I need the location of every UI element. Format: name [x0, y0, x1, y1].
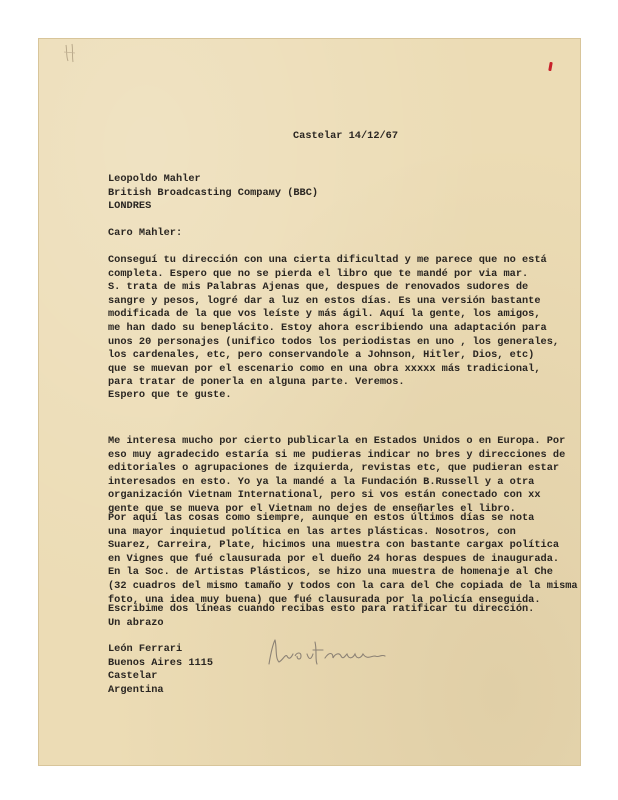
letter-page: [38, 38, 581, 766]
address-line: LONDRES: [108, 200, 152, 213]
text-line: sangre y pesos, logré dar a luz en estos días. Es una versión bastante: [108, 294, 541, 307]
text-line: me han dado su beneplácito. Estoy ahora escribiendo una adaptación para: [108, 321, 547, 334]
text-line: Por aquí las cosas como siempre, aunque en estos últimos días se nota: [108, 512, 535, 524]
sender-address-line: Buenos Aires 1115: [108, 656, 214, 669]
text-line: modificada de la que vos leíste y más ágil. Aquí la gente, los amigos,: [108, 308, 541, 321]
text-line: Espero que te guste.: [108, 389, 232, 401]
text-line: eso muy agradecido estaría si me pudieras indicar no bres y direcciones de: [108, 448, 566, 461]
text-line: los cardenales, etc, pero conservandole a Johnson, Hitler, Dios, etc): [108, 349, 535, 362]
text-line: Conseguí tu dirección con una cierta dificultad y me parece que no está: [108, 254, 547, 266]
text-line: una mayor inquietud política en las artes plásticas. Nosotros, con: [108, 525, 516, 538]
address-line: British Broadcasting Compaмy (BBC): [108, 186, 319, 199]
letter-date: Castelar 14/12/67: [293, 130, 399, 142]
recipient-address: [108, 173, 318, 214]
text-line: para tratar de ponerla en alguna parte. Veremos.: [108, 376, 405, 389]
text-line: interesados en esto. Yo ya la mandé a la Fundación B.Russell y a otra: [108, 475, 535, 488]
text-line: Suarez, Carreira, Plate, hicimos una muestra con bastante cargax política: [108, 539, 560, 552]
address-line: Leopoldo Mahler: [108, 173, 201, 185]
sender-name: León Ferrari: [108, 643, 183, 655]
paragraph-5: [108, 603, 534, 630]
text-line: S. trata de mis Palabras Ajenas que, despues de renovados sudores de: [108, 281, 529, 294]
text-line: Escribime dos líneas cuando recibas esto para ratificar tu dirección.: [108, 603, 535, 615]
text-line: completa. Espero que no se pierda el libro que te mandé por via mar.: [108, 267, 529, 280]
text-line: En la Soc. de Artistas Plásticos, se hizo una muestra de homenaje al Che: [108, 566, 553, 579]
sender-address-line: Castelar: [108, 670, 158, 683]
paragraph-4: [108, 512, 578, 607]
paragraph-2: [108, 389, 232, 403]
text-line: gente que se mueva por el Vietnam no dejes de enseñarles el libro.: [108, 502, 516, 515]
sender-address-line: Argentina: [108, 683, 164, 696]
text-line: unos 20 personajes (unifico todos los periodistas en uno , los generales,: [108, 335, 560, 348]
text-line: (32 cuadros del mismo tamaño y todos con la cara del Che copiada de la misma: [108, 579, 578, 592]
text-line: Un abrazo: [108, 616, 164, 629]
sender-block: [108, 643, 213, 697]
text-line: organización Vietnam International, pero si vos están conectado con xx: [108, 489, 541, 502]
text-line: foto, una idea muy buena) que fué clausurada por la policía enseguida.: [108, 593, 541, 606]
pencil-mark-icon: [60, 42, 90, 64]
salutation: Caro Mahler:: [108, 227, 183, 239]
red-ink-mark: [548, 62, 553, 71]
paragraph-1: [108, 254, 559, 390]
paragraph-3: [108, 435, 565, 517]
text-line: Me interesa mucho por cierto publicarla en Estados Unidos o en Europa. Por: [108, 435, 566, 447]
text-line: en Vignes que fué clausurada por el dueño 24 horas despues de inaugurada.: [108, 552, 560, 565]
handwritten-signature: [263, 634, 413, 674]
text-line: que se muevan por el escenario como en una obra xxxxx más tradicional,: [108, 362, 541, 375]
text-line: editoriales o agrupaciones de izquierda, revistas etc, que pudieran estar: [108, 462, 560, 475]
